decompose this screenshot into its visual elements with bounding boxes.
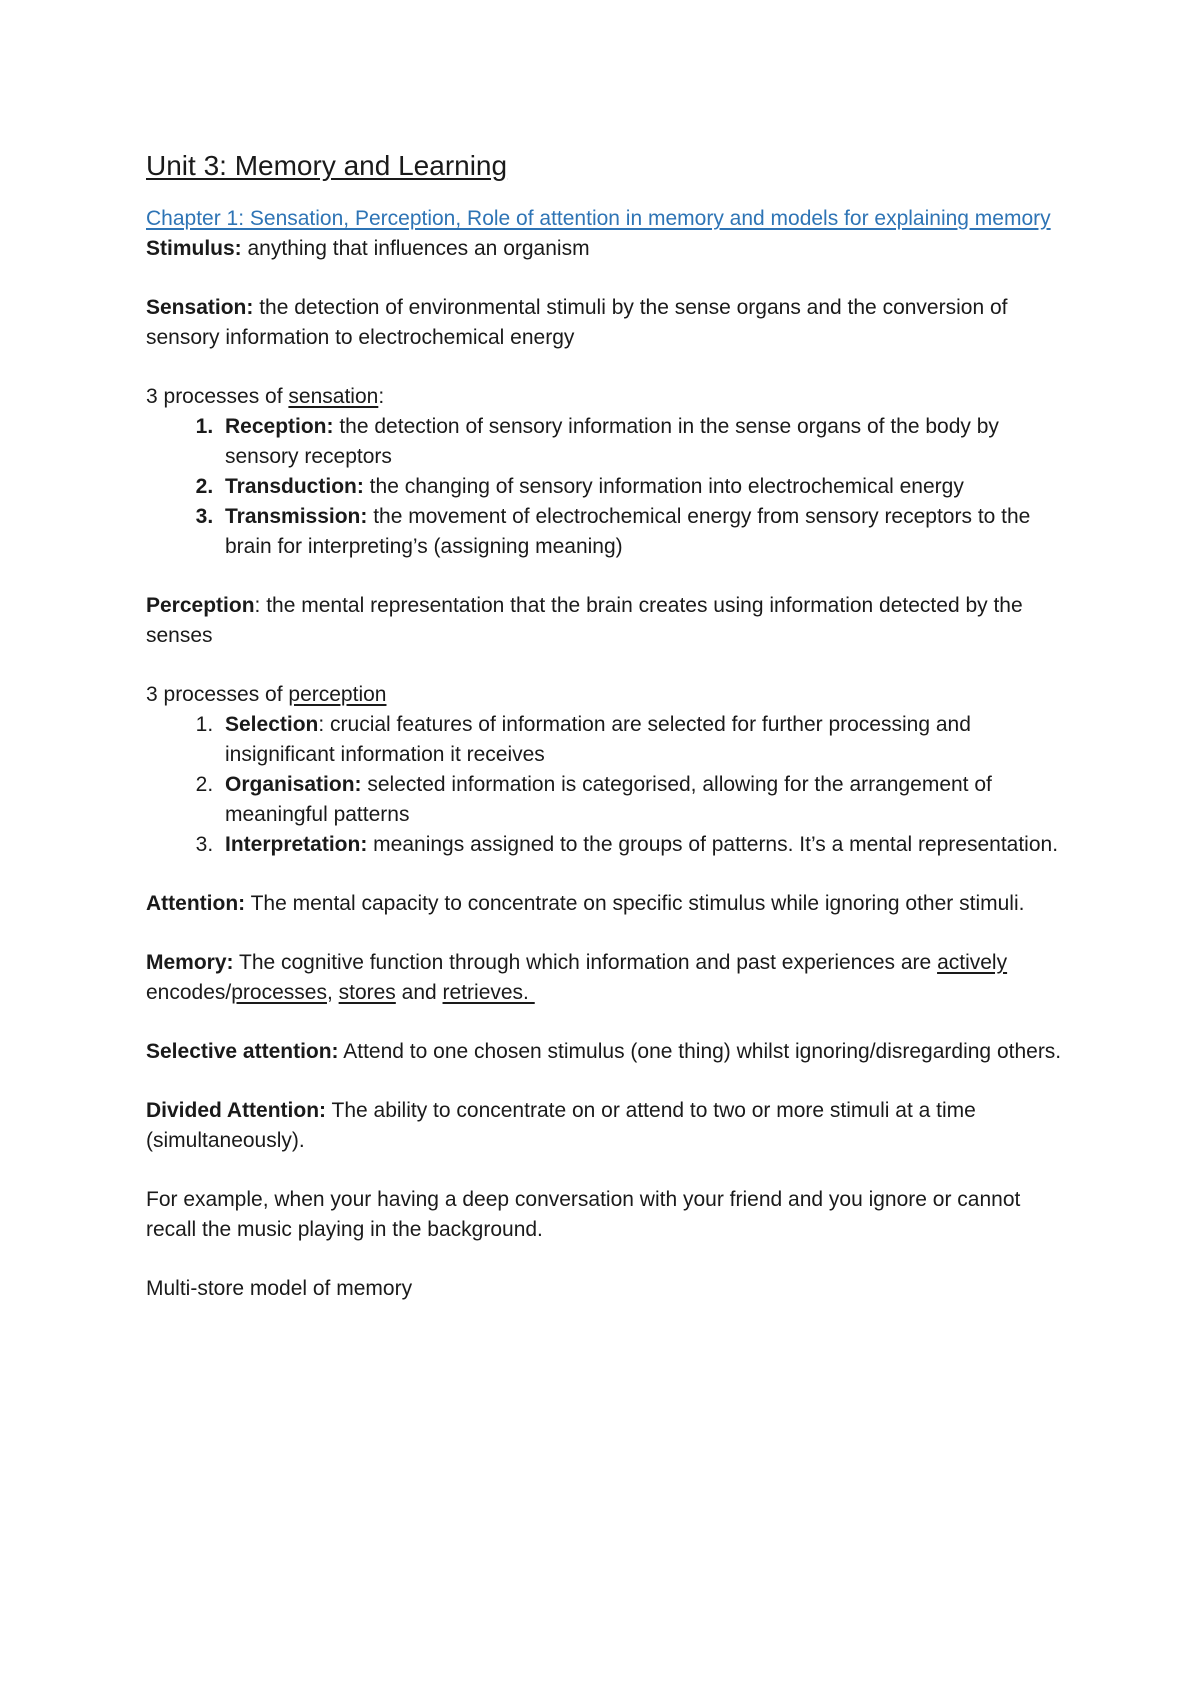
list-item <box>219 710 1076 770</box>
memory-underlined-word: actively <box>937 951 1008 974</box>
list-item <box>219 472 1076 502</box>
list-item <box>219 830 1076 860</box>
memory-underlined-word: stores <box>338 981 396 1004</box>
intro-colon: : <box>378 385 385 408</box>
memory-underlined-word: retrieves. <box>442 981 535 1004</box>
example-paragraph: For example, when your having a deep conversation with your friend and you ignore or cannot recall the music playing in the background. <box>146 1188 1021 1241</box>
sensation-underlined-word: sensation <box>288 385 379 408</box>
memory-text: and <box>395 981 443 1004</box>
divided-attention-definition <box>146 1096 1076 1156</box>
list-item-text: selected information is categorised, allowing for the arrangement of meaningful patterns <box>225 773 992 826</box>
list-item-term: Selection <box>225 713 319 736</box>
memory-text: , <box>326 981 339 1004</box>
selective-attention-text: Attend to one chosen stimulus (one thing) whilst ignoring/disregarding others. <box>338 1040 1062 1063</box>
list-item-text: the movement of electrochemical energy from sensory receptors to the brain for interpreting’s (assigning meaning) <box>225 505 1031 558</box>
intro-text: 3 processes of <box>146 683 289 706</box>
list-item-term: Organisation: <box>225 773 362 796</box>
perception-underlined-word: perception <box>288 683 387 706</box>
attention-definition <box>146 889 1076 919</box>
list-item <box>219 770 1076 830</box>
chapter-heading-link[interactable]: Chapter 1: Sensation, Perception, Role of attention in memory and models for explaining memory <box>146 207 1051 230</box>
list-item <box>219 412 1076 472</box>
list-item-text: the detection of sensory information in the sense organs of the body by sensory receptors <box>225 415 999 468</box>
perception-definition <box>146 591 1076 651</box>
stimulus-definition <box>146 234 1076 264</box>
attention-text: The mental capacity to concentrate on specific stimulus while ignoring other stimuli. <box>245 892 1025 915</box>
stimulus-term: Stimulus: <box>146 237 242 260</box>
sensation-term: Sensation: <box>146 296 254 319</box>
list-item-text: the changing of sensory information into electrochemical energy <box>363 475 964 498</box>
intro-text: 3 processes of <box>146 385 289 408</box>
perception-processes-intro <box>146 680 1076 710</box>
perception-processes-list <box>146 710 1076 860</box>
attention-term: Attention: <box>146 892 246 915</box>
selective-attention-term: Selective attention: <box>146 1040 339 1063</box>
memory-term: Memory: <box>146 951 234 974</box>
sensation-processes-list <box>146 412 1076 562</box>
divided-attention-text: The ability to concentrate on or attend to two or more stimuli at a time (simultaneously). <box>146 1099 976 1152</box>
memory-text: encodes/ <box>146 981 232 1004</box>
list-item-term: Reception: <box>225 415 334 438</box>
perception-text: : the mental representation that the brain creates using information detected by the senses <box>146 594 1023 647</box>
perception-term: Perception <box>146 594 255 617</box>
list-item <box>219 502 1076 562</box>
multistore-heading: Multi-store model of memory <box>146 1277 413 1300</box>
sensation-processes-intro <box>146 382 1076 412</box>
memory-underlined-word: processes <box>231 981 327 1004</box>
document-body <box>146 148 1076 1304</box>
list-item-text: meanings assigned to the groups of patterns. It’s a mental representation. <box>367 833 1059 856</box>
sensation-text: the detection of environmental stimuli by the sense organs and the conversion of sensory information to electrochemical energy <box>146 296 1008 349</box>
list-item-text: : crucial features of information are selected for further processing and insignificant information it receives <box>225 713 971 766</box>
divided-attention-term: Divided Attention: <box>146 1099 327 1122</box>
sensation-definition <box>146 293 1076 353</box>
list-item-term: Interpretation: <box>225 833 368 856</box>
memory-definition <box>146 948 1076 1008</box>
list-item-term: Transmission: <box>225 505 368 528</box>
selective-attention-definition <box>146 1037 1076 1067</box>
stimulus-text: anything that influences an organism <box>241 237 590 260</box>
page-title: Unit 3: Memory and Learning <box>146 150 508 181</box>
list-item-term: Transduction: <box>225 475 364 498</box>
memory-text: The cognitive function through which information and past experiences are <box>233 951 938 974</box>
